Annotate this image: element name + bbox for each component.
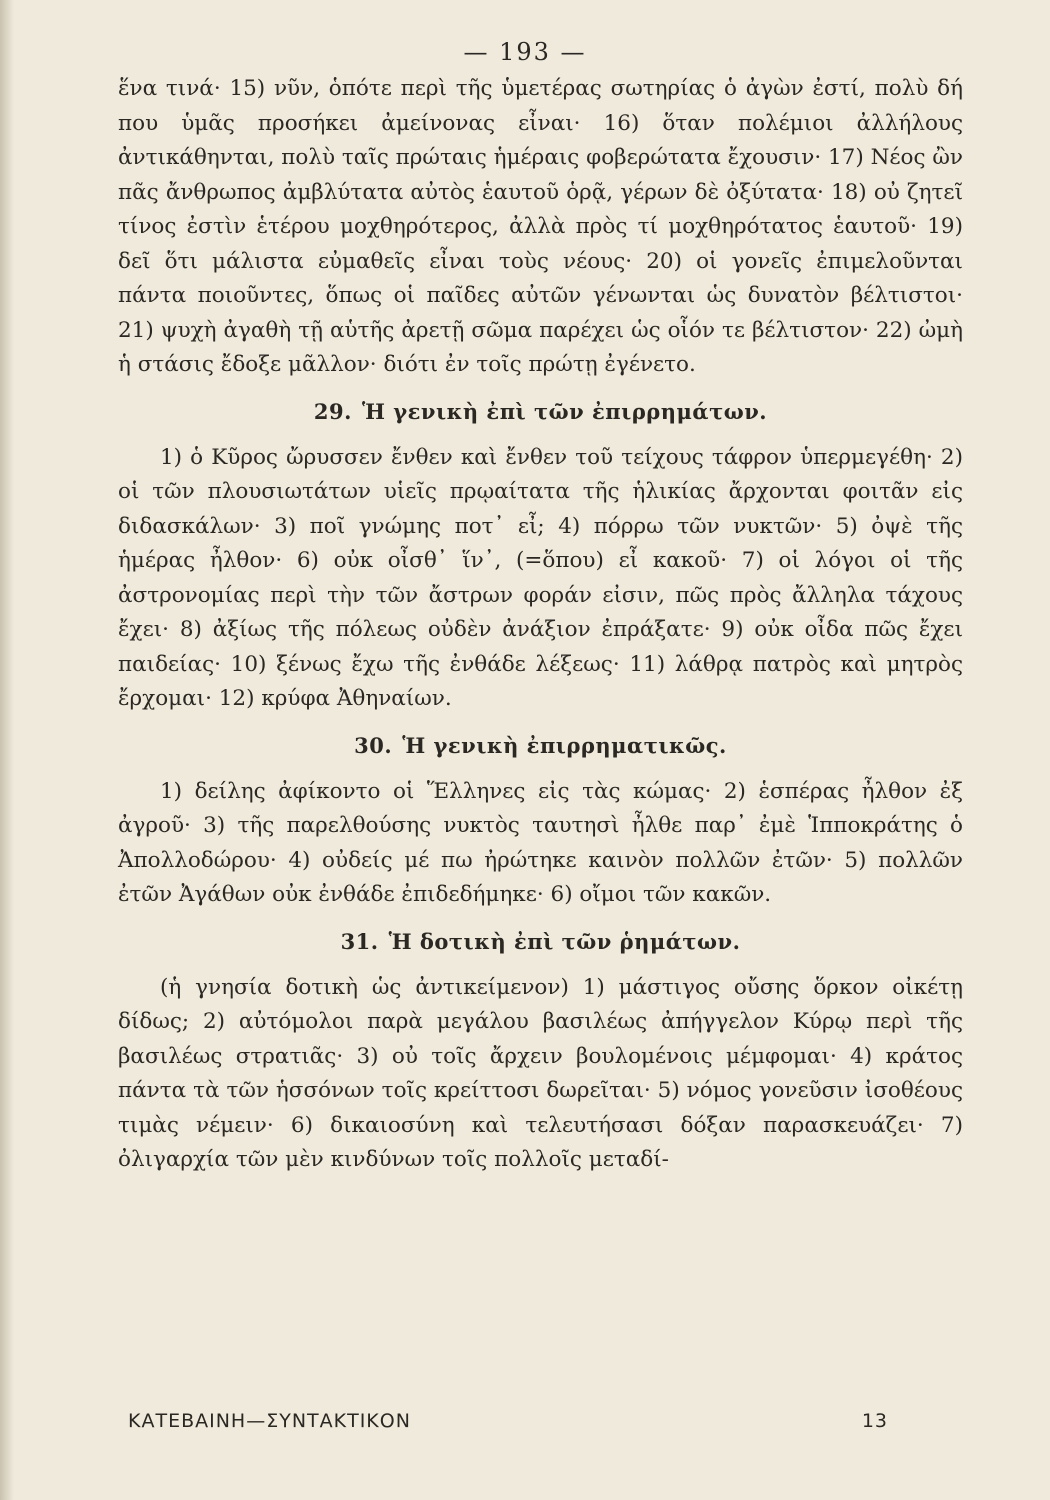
body-text (118, 72, 963, 1178)
section-29-heading (118, 393, 963, 431)
section-29-number: 29. (313, 398, 352, 424)
section-30-number: 30. (354, 732, 393, 758)
section-29-text: 1) ὁ Κῦρος ὤρυσσεν ἔνθεν καὶ ἔνθεν τοῦ τείχους τάφρον ὑπερμεγέθη· 2) οἱ τῶν πλουσιωτάτων υἱεῖς πρῳαίτατα τῆς ἡλικίας ἄρχονται φοιτᾶν εἰς διδασκάλων· 3) ποῖ γνώμης ποτ᾽ εἶ; 4) πόρρω τῶν νυκτῶν· 5) ὀψὲ τῆς ἡμέρας ἦλθον· 6) οὐκ οἶσθ᾽ ἵν᾽, (=ὅπου) εἶ κακοῦ· 7) οἱ λόγοι οἱ τῆς ἀστρονομίας περὶ τὴν τῶν ἄστρων φοράν εἰσιν, πῶς πρὸς ἄλληλα τάχους ἔχει· 8) ἀξίως τῆς πόλεως οὐδὲν ἀνάξιον ἐπράξατε· 9) οὐκ οἶδα πῶς ἔχει παιδείας· 10) ξένως ἔχω τῆς ἐνθάδε λέξεως· 11) λάθρᾳ πατρὸς καὶ μητρὸς ἔρχομαι· 12) κρύφα Ἀθηναίων. (118, 444, 963, 711)
section-31-title: Ἡ δοτικὴ ἐπὶ τῶν ῥημάτων. (388, 928, 741, 954)
section-30-heading (118, 727, 963, 765)
section-29-title: Ἡ γενικὴ ἐπὶ τῶν ἐπιρρημάτων. (361, 398, 768, 424)
section-28-continuation: ἕνα τινά· 15) νῦν, ὁπότε περὶ τῆς ὑμετέρας σωτηρίας ὁ ἀγὼν ἐστί, πολὺ δή που ὑμᾶς προσήκει ἀμείνονας εἶναι· 16) ὅταν πολέμιοι ἀλλήλους ἀντικάθηνται, πολὺ ταῖς πρώταις ἡμέραις φοβερώτατα ἔχουσιν· 17) Νέος ὢν πᾶς ἄνθρωπος ἀμβλύτατα αὐτὸς ἑαυτοῦ ὁρᾷ, γέρων δὲ ὀξύτατα· 18) οὐ ζητεῖ τίνος ἐστὶν ἑτέρου μοχθηρότερος, ἀλλὰ πρὸς τί μοχθηρότατος ἑαυτοῦ· 19) δεῖ ὅτι μάλιστα εὐμαθεῖς εἶναι τοὺς νέους· 20) οἱ γονεῖς ἐπιμελοῦνται πάντα ποιοῦντες, ὅπως οἱ παῖδες αὐτῶν γένωνται ὡς δυνατὸν βέλτιστοι· 21) ψυχὴ ἀγαθὴ τῇ αὑτῆς ἀρετῇ σῶμα παρέχει ὡς οἷόν τε βέλτιστον· 22) ὠμὴ ἡ στάσις ἔδοξε μᾶλλον· διότι ἐν τοῖς πρώτῃ ἐγένετο. (118, 76, 963, 377)
section-31-text: (ἡ γνησία δοτικὴ ὡς ἀντικείμενον) 1) μάστιγος οὔσης ὅρκον οἰκέτῃ δίδως; 2) αὐτόμολοι παρὰ μεγάλου βασιλέως ἀπήγγελον Κύρῳ περὶ τῆς βασιλέως στρατιᾶς· 3) οὐ τοῖς ἄρχειν βουλομένοις μέμφομαι· 4) κράτος πάντα τὰ τῶν ἡσσόνων τοῖς κρείττοσι δωρεῖται· 5) νόμος γονεῦσιν ἰσοθέους τιμὰς νέμειν· 6) δικαιοσύνη καὶ τελευτήσασι δόξαν παρασκευάζει· 7) ὀλιγαρχία τῶν μὲν κινδύνων τοῖς πολλοῖς μεταδί- (118, 974, 963, 1172)
section-31-heading (118, 923, 963, 961)
section-31-number: 31. (340, 928, 379, 954)
page-edge-shadow (0, 0, 14, 1500)
section-30-title: Ἡ γενικὴ ἐπιρρηματικῶς. (402, 732, 727, 758)
section-30-text: 1) δείλης ἀφίκοντο οἱ Ἕλληνες εἰς τὰς κώμας· 2) ἑσπέρας ἦλθον ἐξ ἀγροῦ· 3) τῆς παρελθούσης νυκτὸς ταυτησὶ ἦλθε παρ᾽ ἐμὲ Ἱπποκράτης ὁ Ἀπολλοδώρου· 4) οὐδείς μέ πω ἠρώτηκε καινὸν πολλῶν ἐτῶν· 5) πολλῶν ἐτῶν Ἀγάθων οὐκ ἐνθάδε ἐπιδεδήμηκε· 6) οἴμοι τῶν κακῶν. (118, 778, 963, 907)
sheet-number: 13 (861, 1410, 888, 1432)
footer-title: ΚΑΤΕΒΑΙΝΗ—ΣΥΝΤΑΚΤΙΚΟΝ (128, 1410, 411, 1432)
page-number: — 193 — (463, 38, 587, 66)
page-footer (128, 1410, 888, 1432)
